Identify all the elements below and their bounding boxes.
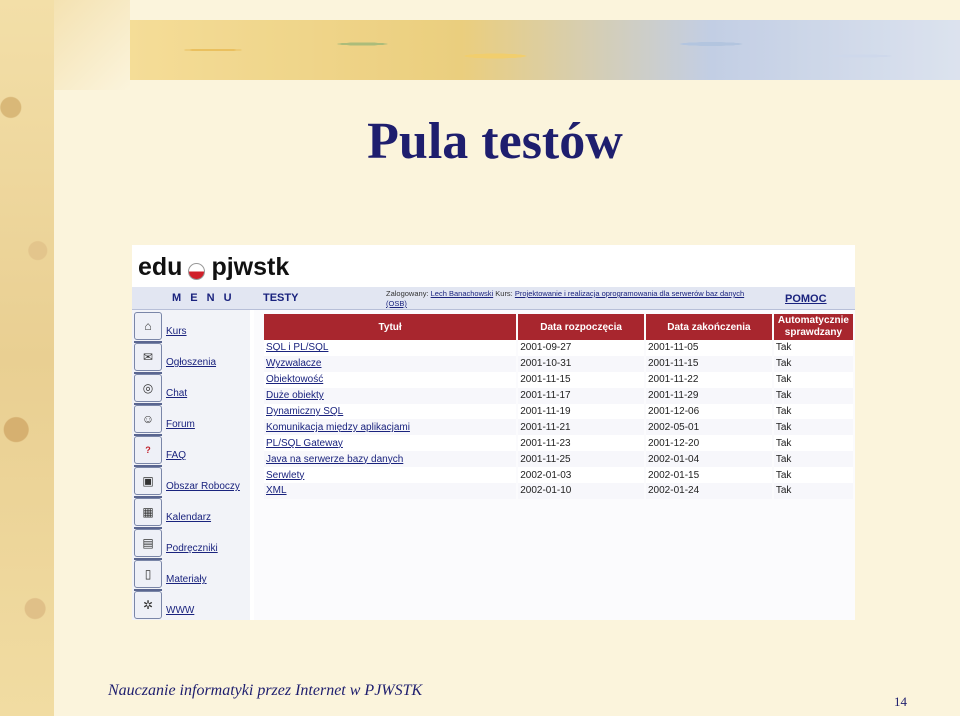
test-title-link[interactable]: PL/SQL Gateway bbox=[264, 435, 516, 451]
auto-checked-cell: Tak bbox=[774, 451, 853, 467]
start-date-cell: 2001-11-15 bbox=[518, 372, 644, 388]
page-number: 14 bbox=[894, 694, 907, 709]
slide-left-decoration bbox=[0, 0, 54, 716]
end-date-cell: 2001-12-06 bbox=[646, 404, 772, 420]
start-date-cell: 2001-11-25 bbox=[518, 451, 644, 467]
test-title-link[interactable]: Duże obiekty bbox=[264, 388, 516, 404]
slide-title: Pula testów bbox=[367, 113, 623, 170]
column-header-title: Tytuł bbox=[264, 314, 516, 340]
column-header-end: Data zakończenia bbox=[646, 314, 772, 340]
table-row bbox=[264, 340, 853, 356]
end-date-cell: 2001-11-05 bbox=[646, 340, 772, 356]
end-date-cell: 2002-05-01 bbox=[646, 419, 772, 435]
sidebar-item-forum[interactable] bbox=[134, 405, 248, 435]
sidebar-item-obszar-roboczy[interactable] bbox=[134, 467, 248, 497]
end-date-cell: 2002-01-24 bbox=[646, 483, 772, 499]
embedded-screenshot bbox=[132, 245, 855, 620]
test-title-link[interactable]: SQL i PL/SQL bbox=[264, 340, 516, 356]
test-title-link[interactable]: Dynamiczny SQL bbox=[264, 404, 516, 420]
auto-checked-cell: Tak bbox=[774, 372, 853, 388]
sidebar-item-label[interactable]: Kurs bbox=[166, 326, 187, 337]
logo-pjwstk: pjwstk bbox=[211, 252, 290, 281]
sidebar-item-label[interactable]: Chat bbox=[166, 388, 188, 399]
start-date-cell: 2002-01-03 bbox=[518, 467, 644, 483]
materials-icon: ▯ bbox=[134, 560, 162, 588]
calendar-icon: ▦ bbox=[134, 498, 162, 526]
auto-checked-cell: Tak bbox=[774, 404, 853, 420]
auto-checked-cell: Tak bbox=[774, 435, 853, 451]
sidebar-item-label[interactable]: Forum bbox=[166, 419, 195, 430]
end-date-cell: 2001-11-15 bbox=[646, 356, 772, 372]
login-info bbox=[386, 289, 766, 309]
forum-icon: ☺ bbox=[134, 405, 162, 433]
course-prefix: Kurs: bbox=[495, 289, 513, 298]
tests-table-body bbox=[264, 340, 853, 499]
table-row bbox=[264, 388, 853, 404]
course-icon: ⌂ bbox=[134, 312, 162, 340]
sidebar-item-kalendarz[interactable] bbox=[134, 498, 248, 528]
test-title-link[interactable]: Obiektowość bbox=[264, 372, 516, 388]
workspace-icon: ▣ bbox=[134, 467, 162, 495]
table-row bbox=[264, 435, 853, 451]
end-date-cell: 2001-11-29 bbox=[646, 388, 772, 404]
end-date-cell: 2002-01-15 bbox=[646, 467, 772, 483]
auto-checked-cell: Tak bbox=[774, 419, 853, 435]
table-row bbox=[264, 372, 853, 388]
sidebar-item-kurs[interactable] bbox=[134, 312, 248, 342]
auto-checked-cell: Tak bbox=[774, 467, 853, 483]
help-link[interactable]: POMOC bbox=[785, 293, 827, 305]
sidebar-item-label[interactable]: Kalendarz bbox=[166, 512, 212, 523]
auto-checked-cell: Tak bbox=[774, 483, 853, 499]
column-header-start: Data rozpoczęcia bbox=[518, 314, 644, 340]
table-row bbox=[264, 356, 853, 372]
sidebar-item-label[interactable]: Podręczniki bbox=[166, 543, 218, 554]
sidebar-item-label[interactable]: FAQ bbox=[166, 450, 187, 461]
auto-checked-cell: Tak bbox=[774, 356, 853, 372]
sidebar-item-label[interactable]: Obszar Roboczy bbox=[166, 481, 240, 492]
sidebar-item-chat[interactable] bbox=[134, 374, 248, 404]
test-title-link[interactable]: Serwlety bbox=[264, 467, 516, 483]
logo-dot-icon bbox=[188, 263, 205, 280]
table-row bbox=[264, 483, 853, 499]
login-prefix: Zalogowany: bbox=[386, 289, 429, 298]
sidebar-item-label[interactable]: WWW bbox=[166, 605, 195, 616]
globe-icon: ✲ bbox=[134, 591, 162, 619]
test-title-link[interactable]: Komunikacja między aplikacjami bbox=[264, 419, 516, 435]
top-bar bbox=[132, 287, 855, 310]
start-date-cell: 2001-11-23 bbox=[518, 435, 644, 451]
start-date-cell: 2001-11-17 bbox=[518, 388, 644, 404]
tests-content bbox=[254, 310, 855, 620]
faq-icon: ? bbox=[134, 436, 162, 464]
test-title-link[interactable]: Java na serwerze bazy danych bbox=[264, 451, 516, 467]
edu-pjwstk-logo bbox=[138, 250, 289, 284]
login-user-link[interactable]: Lech Banachowski bbox=[430, 289, 494, 298]
sidebar-item-materialy[interactable] bbox=[134, 560, 248, 590]
table-row bbox=[264, 467, 853, 483]
start-date-cell: 2001-11-21 bbox=[518, 419, 644, 435]
sidebar-item-label[interactable]: Materiały bbox=[166, 574, 207, 585]
slide-top-decoration bbox=[130, 20, 960, 80]
slide-footer: Nauczanie informatyki przez Internet w PJWSTK bbox=[108, 682, 423, 699]
sidebar-item-label[interactable]: Ogłoszenia bbox=[166, 357, 217, 368]
test-title-link[interactable]: Wyzwalacze bbox=[264, 356, 516, 372]
chat-icon: ◎ bbox=[134, 374, 162, 402]
start-date-cell: 2001-10-31 bbox=[518, 356, 644, 372]
tests-table bbox=[262, 314, 855, 499]
announcements-icon: ✉ bbox=[134, 343, 162, 371]
menu-label: M E N U bbox=[172, 292, 235, 304]
column-header-auto: Automatycznie sprawdzany bbox=[774, 314, 853, 340]
section-label: TESTY bbox=[263, 292, 299, 304]
start-date-cell: 2001-11-19 bbox=[518, 404, 644, 420]
test-title-link[interactable]: XML bbox=[264, 483, 516, 499]
start-date-cell: 2001-09-27 bbox=[518, 340, 644, 356]
end-date-cell: 2001-11-22 bbox=[646, 372, 772, 388]
sidebar-item-faq[interactable] bbox=[134, 436, 248, 466]
table-row bbox=[264, 419, 853, 435]
table-row bbox=[264, 451, 853, 467]
course-name-link[interactable]: Projektowanie i realizacja oprogramowania dla serwerów baz danych (OSB) bbox=[386, 289, 745, 308]
sidebar-item-podreczniki[interactable] bbox=[134, 529, 248, 559]
logo-edu: edu bbox=[138, 252, 183, 281]
books-icon: ▤ bbox=[134, 529, 162, 557]
sidebar-item-ogloszenia[interactable] bbox=[134, 343, 248, 373]
end-date-cell: 2001-12-20 bbox=[646, 435, 772, 451]
table-row bbox=[264, 404, 853, 420]
sidebar-menu bbox=[132, 310, 250, 620]
end-date-cell: 2002-01-04 bbox=[646, 451, 772, 467]
start-date-cell: 2002-01-10 bbox=[518, 483, 644, 499]
auto-checked-cell: Tak bbox=[774, 340, 853, 356]
sidebar-item-www[interactable] bbox=[134, 591, 248, 620]
table-header-row bbox=[264, 314, 853, 340]
auto-checked-cell: Tak bbox=[774, 388, 853, 404]
